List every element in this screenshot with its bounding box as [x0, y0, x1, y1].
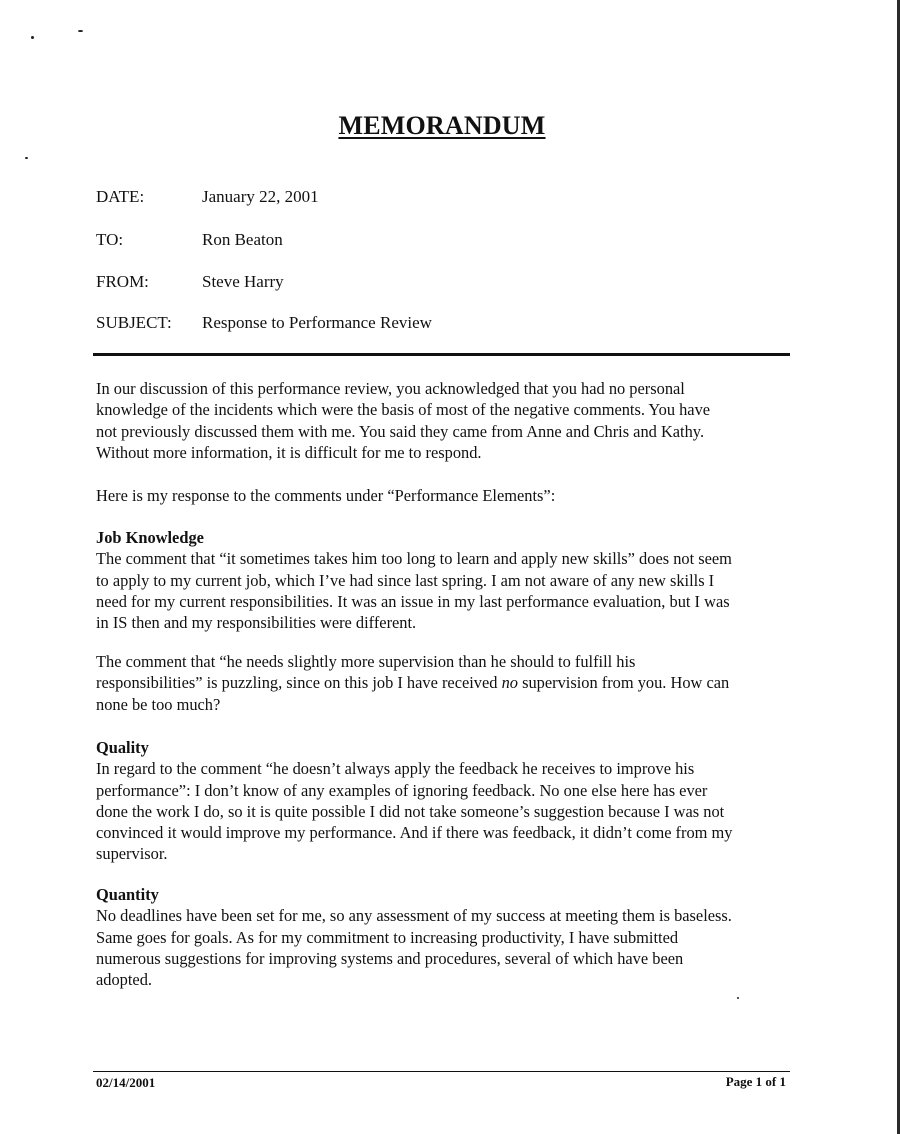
to-row: [96, 230, 283, 250]
quantity-section: [96, 884, 796, 990]
subject-value: Response to Performance Review: [202, 313, 432, 332]
quality-line: supervisor.: [96, 844, 168, 864]
subject-label: SUBJECT:: [96, 313, 172, 332]
scan-speck: [737, 997, 739, 999]
quality-heading: Quality: [96, 738, 149, 757]
supervision-line: The comment that “he needs slightly more supervision than he should to fulfill his: [96, 652, 636, 671]
to-label: TO:: [96, 230, 124, 249]
intro-line: In our discussion of this performance review, you acknowledged that you had no personal: [96, 379, 685, 398]
job-knowledge-line: to apply to my current job, which I’ve had since last spring. I am not aware of any new skills I: [96, 570, 715, 590]
supervision-emphasis: no: [501, 673, 518, 693]
quantity-line: numerous suggestions for improving systems and procedures, several of which have been: [96, 948, 684, 968]
date-label: DATE:: [96, 187, 145, 206]
header-divider: [93, 353, 790, 356]
to-value: Ron Beaton: [202, 230, 283, 249]
lead-in-paragraph: [96, 485, 796, 506]
date-value: January 22, 2001: [202, 187, 319, 206]
quantity-line: adopted.: [96, 970, 152, 990]
supervision-line: none be too much?: [96, 694, 221, 714]
intro-line: Without more information, it is difficult for me to respond.: [96, 442, 482, 462]
quantity-heading: Quantity: [96, 885, 159, 904]
intro-paragraph: [96, 378, 796, 463]
supervision-text-before: responsibilities” is puzzling, since on this job I have received: [96, 673, 502, 693]
date-row: [96, 187, 319, 207]
scan-speck: [31, 36, 34, 39]
quality-section: [96, 737, 796, 865]
job-knowledge-section: [96, 527, 796, 633]
from-label: FROM:: [96, 272, 149, 291]
supervision-line: [96, 672, 796, 693]
intro-line: not previously discussed them with me. You said they came from Anne and Chris and Kathy.: [96, 421, 705, 441]
footer-divider: [93, 1071, 790, 1072]
quantity-line: Same goes for goals. As for my commitment to increasing productivity, I have submitted: [96, 927, 679, 947]
quality-line: done the work I do, so it is quite possible I did not take someone’s suggestion because I was not: [96, 801, 725, 821]
job-knowledge-line: need for my current responsibilities. It was an issue in my last performance evaluation, but I was: [96, 591, 730, 611]
lead-in-line: Here is my response to the comments under “Performance Elements”:: [96, 486, 556, 505]
supervision-paragraph: [96, 651, 796, 715]
job-knowledge-heading: Job Knowledge: [96, 528, 204, 547]
scan-speck: [78, 30, 83, 32]
supervision-text-after: supervision from you. How can: [517, 673, 730, 693]
memo-title: MEMORANDUM: [338, 111, 546, 140]
from-row: [96, 272, 284, 292]
quality-line: convinced it would improve my performance. And if there was feedback, it didn’t come from my: [96, 823, 733, 843]
quality-line: In regard to the comment “he doesn’t always apply the feedback he receives to improve his: [96, 759, 695, 779]
from-value: Steve Harry: [202, 272, 284, 291]
quantity-line: No deadlines have been set for me, so any assessment of my success at meeting them is baseless.: [96, 906, 732, 926]
scan-speck: [25, 157, 28, 159]
footer-page-number: Page 1 of 1: [725, 1074, 786, 1089]
job-knowledge-line: The comment that “it sometimes takes him too long to learn and apply new skills” does not seem: [96, 549, 732, 569]
footer-date: 02/14/2001: [96, 1075, 156, 1090]
intro-line: knowledge of the incidents which were the basis of most of the negative comments. You have: [96, 400, 711, 420]
quality-line: performance”: I don’t know of any examples of ignoring feedback. No one else here has ever: [96, 780, 708, 800]
subject-row: [96, 313, 432, 333]
job-knowledge-line: in IS then and my responsibilities were different.: [96, 613, 417, 633]
